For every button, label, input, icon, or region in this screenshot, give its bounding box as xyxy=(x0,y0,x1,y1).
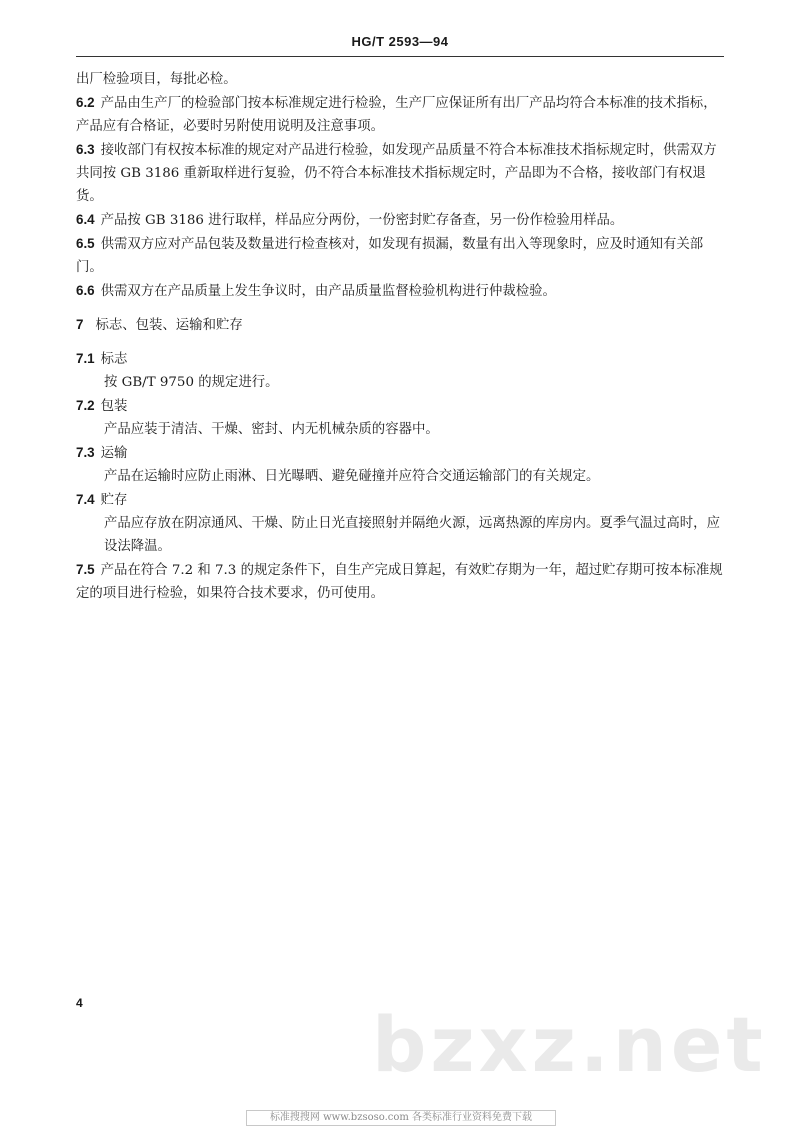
standard-code-header: HG/T 2593—94 xyxy=(351,34,449,49)
clause-number: 7.5 xyxy=(76,562,95,577)
clause-number: 6.6 xyxy=(76,283,95,298)
clause-text: 产品在符合 7.2 和 7.3 的规定条件下，自生产完成日算起，有效贮存期为一年，超过贮存期可按本标准规定的项目进行检验，如果符合技术要求，仍可使用。 xyxy=(76,563,723,601)
footer-banner[interactable]: 标准搜搜网 www.bzsoso.com 各类标准行业资料免费下载 xyxy=(246,1110,556,1126)
section-7-heading xyxy=(76,313,728,337)
clause-heading: 贮存 xyxy=(100,493,128,508)
clause-number: 7.1 xyxy=(76,351,95,366)
clause-6-4 xyxy=(76,208,728,232)
section-title: 标志、包装、运输和贮存 xyxy=(95,318,243,333)
clause-number: 7.4 xyxy=(76,492,95,507)
clause-text: 供需双方在产品质量上发生争议时，由产品质量监督检验机构进行仲裁检验。 xyxy=(100,284,556,299)
clause-number: 6.3 xyxy=(76,142,95,157)
clause-7-2-text: 产品应装于清洁、干燥、密封、内无机械杂质的容器中。 xyxy=(104,422,439,437)
clause-6-2 xyxy=(76,91,728,138)
clause-number: 6.2 xyxy=(76,95,95,110)
clause-heading: 标志 xyxy=(100,352,128,367)
clause-7-4-heading xyxy=(76,488,728,512)
clause-7-1-heading xyxy=(76,347,728,371)
clause-heading: 运输 xyxy=(100,446,128,461)
clause-7-4-text: 产品应存放在阴凉通风、干燥、防止日光直接照射并隔绝火源，远离热源的库房内。夏季气温过高时，应设法降温。 xyxy=(104,516,720,554)
clause-number: 6.5 xyxy=(76,236,95,251)
clause-text: 供需双方应对产品包装及数量进行检查核对，如发现有损漏，数量有出入等现象时，应及时通知有关部门。 xyxy=(76,237,704,275)
clause-6-3 xyxy=(76,138,728,208)
clause-text: 产品按 GB 3186 进行取样，样品应分两份，一份密封贮存备查，另一份作检验用样品。 xyxy=(100,213,624,228)
clause-6-5 xyxy=(76,232,728,279)
clause-number: 7.2 xyxy=(76,398,95,413)
clause-text: 接收部门有权按本标准的规定对产品进行检验，如发现产品质量不符合本标准技术指标规定时，供需双方共同按 GB 3186 重新取样进行复验，仍不符合本标准技术指标规定时，产品即为不合格，接收部门有权退货。 xyxy=(76,143,717,204)
clause-text: 产品由生产厂的检验部门按本标准规定进行检验，生产厂应保证所有出厂产品均符合本标准的技术指标，产品应有合格证，必要时另附使用说明及注意事项。 xyxy=(76,96,717,134)
document-body xyxy=(76,68,728,605)
clause-6-6 xyxy=(76,279,728,303)
paragraph-intro: 出厂检验项目，每批必检。 xyxy=(76,72,237,87)
clause-7-3-heading xyxy=(76,441,728,465)
section-number: 7 xyxy=(76,317,84,332)
page-number: 4 xyxy=(76,996,83,1010)
site-watermark: bzxz.net xyxy=(372,1000,767,1089)
clause-heading: 包装 xyxy=(100,399,128,414)
clause-number: 6.4 xyxy=(76,212,95,227)
clause-number: 7.3 xyxy=(76,445,95,460)
clause-7-3-text: 产品在运输时应防止雨淋、日光曝晒、避免碰撞并应符合交通运输部门的有关规定。 xyxy=(104,469,600,484)
clause-7-1-text: 按 GB/T 9750 的规定进行。 xyxy=(104,375,279,390)
clause-7-5 xyxy=(76,558,728,605)
header-rule xyxy=(76,56,724,57)
clause-7-2-heading xyxy=(76,394,728,418)
